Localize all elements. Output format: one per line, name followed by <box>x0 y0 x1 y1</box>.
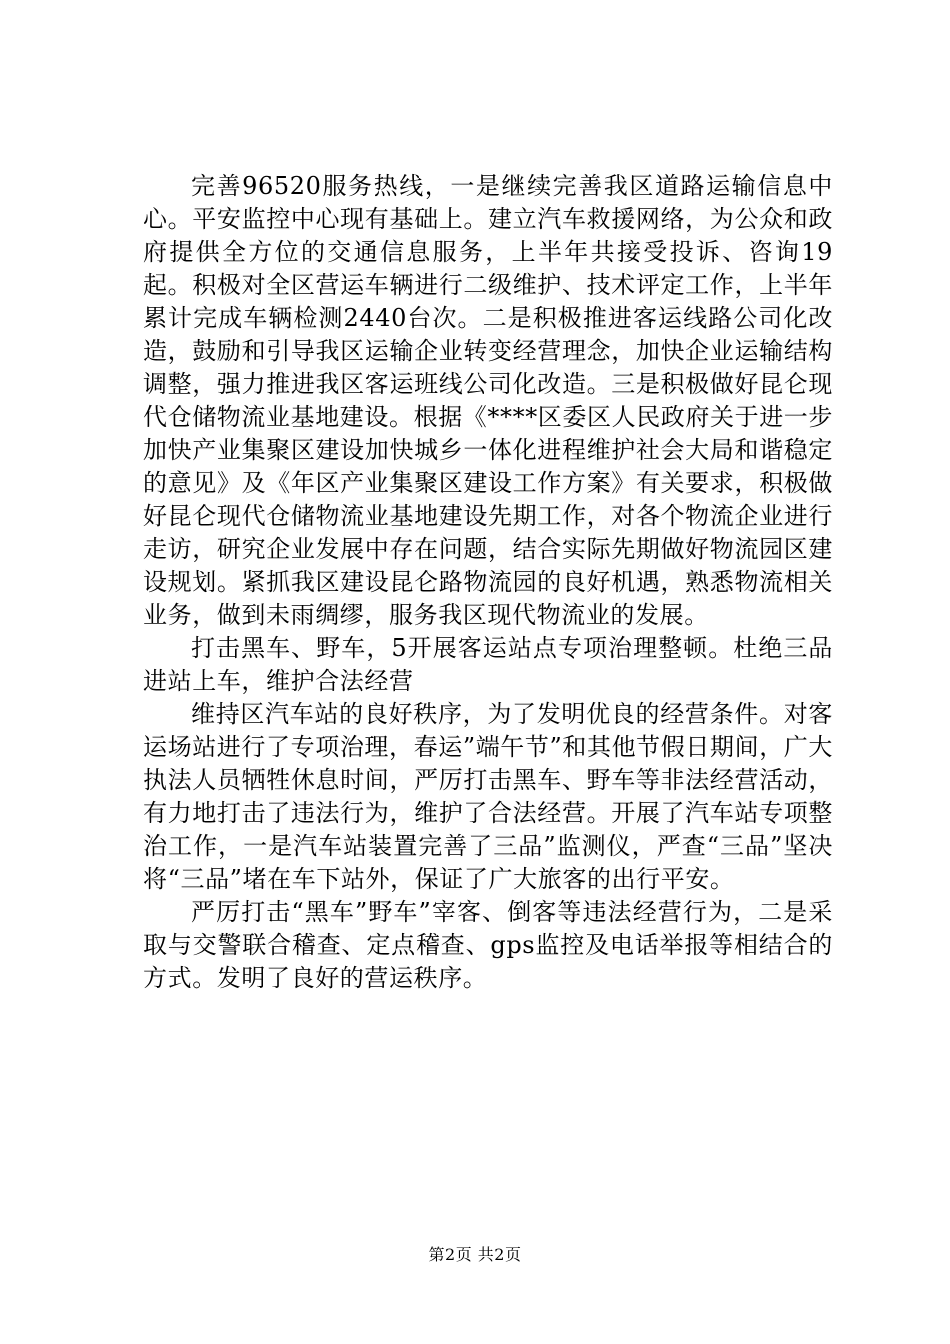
paragraph-crackdown-heading: 打击黑车、野车，5开展客运站点专项治理整顿。杜绝三品进站上车，维护合法经营 <box>143 634 833 695</box>
document-body <box>143 170 833 995</box>
page-number: 第2页 共2页 <box>428 1245 522 1264</box>
page-footer <box>0 1244 950 1266</box>
paragraph-joint-inspection: 严厉打击“黑车”野车”宰客、倒客等违法经营行为，二是采取与交警联合稽查、定点稽查、gps监控及电话举报等相结合的方式。发明了良好的营运秩序。 <box>143 898 833 992</box>
paragraph-service-hotline: 完善96520服务热线，一是继续完善我区道路运输信息中心。平安监控中心现有基础上。建立汽车救援网络，为公众和政府提供全方位的交通信息服务，上半年共接受投诉、咨询19起。积极对全区营运车辆进行二级维护、技术评定工作，上半年累计完成车辆检测2440台次。二是积极推进客运线路公司化改造，鼓励和引导我区运输企业转变经营理念，加快企业运输结构调整，强力推进我区客运班线公司化改造。三是积极做好昆仑现代仓储物流业基地建设。根据《****区委区人民政府关于进一步加快产业集聚区建设加快城乡一体化进程维护社会大局和谐稳定的意见》及《年区产业集聚区建设工作方案》有关要求，积极做好昆仑现代仓储物流业基地建设先期工作，对各个物流企业进行走访，研究企业发展中存在问题，结合实际先期做好物流园区建设规划。紧抓我区建设昆仑路物流园的良好机遇，熟悉物流相关业务，做到未雨绸缪，服务我区现代物流业的发展。 <box>143 172 833 629</box>
paragraph-station-order: 维持区汽车站的良好秩序，为了发明优良的经营条件。对客运场站进行了专项治理，春运”端午节”和其他节假日期间，广大执法人员牺牲休息时间，严厉打击黑车、野车等非法经营活动，有力地打击了违法行为，维护了合法经营。开展了汽车站专项整治工作，一是汽车站装置完善了三品”监测仪，严查“三品”坚决将“三品”堵在车下站外，保证了广大旅客的出行平安。 <box>143 700 833 893</box>
